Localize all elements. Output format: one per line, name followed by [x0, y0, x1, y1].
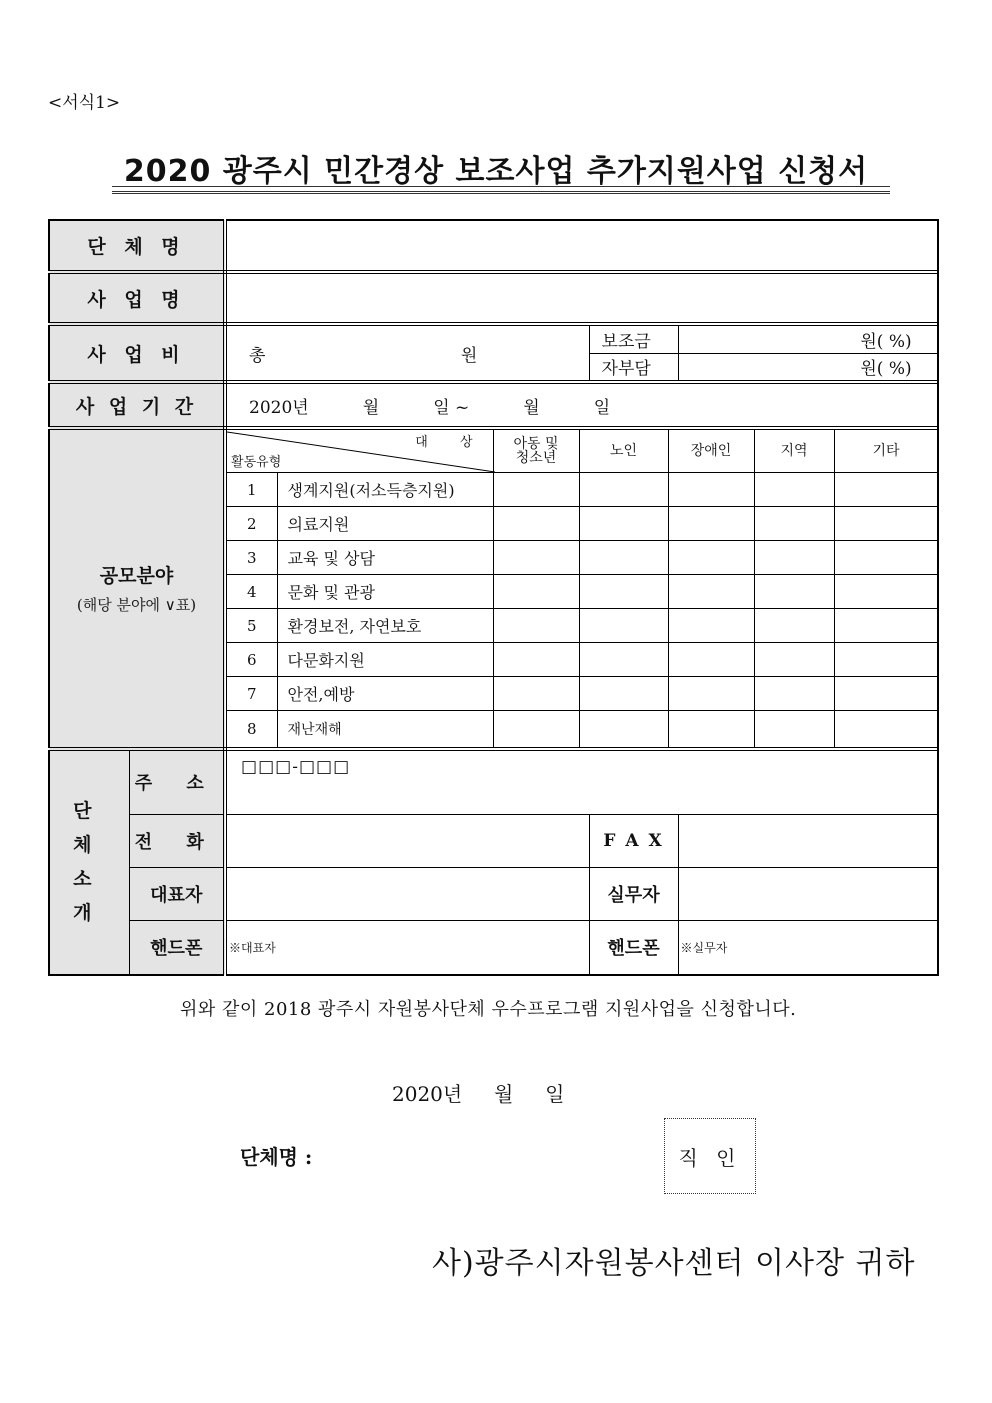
activity-no: 1	[225, 473, 277, 507]
phone-label: 전 화	[129, 815, 225, 868]
check-cell[interactable]	[579, 711, 668, 749]
check-cell[interactable]	[754, 643, 834, 677]
activity-name: 문화 및 관광	[277, 575, 493, 609]
address-label: 주 소	[129, 749, 225, 815]
check-cell[interactable]	[493, 575, 579, 609]
application-date: 2020년 월 일	[392, 1082, 565, 1106]
diag-activity-label: 활동유형	[231, 455, 282, 470]
declaration-text: 위와 같이 2018 광주시 자원봉사단체 우수프로그램 지원사업을 신청합니다.	[180, 999, 797, 1020]
project-name-label: 사 업 명	[49, 272, 225, 324]
activity-no: 8	[225, 711, 277, 749]
activity-no: 4	[225, 575, 277, 609]
intro-label-cell	[49, 749, 129, 975]
check-cell[interactable]	[754, 473, 834, 507]
self-funding-field[interactable]: 원( %)	[678, 353, 938, 382]
application-form-table	[48, 219, 939, 976]
field-label: 공모분야	[99, 565, 174, 588]
check-cell[interactable]	[668, 643, 754, 677]
activity-name: 의료지원	[277, 507, 493, 541]
budget-label: 사 업 비	[49, 324, 225, 382]
activity-name: 환경보전, 자연보호	[277, 609, 493, 643]
phone-field[interactable]	[225, 815, 589, 868]
subsidy-field[interactable]: 원( %)	[678, 324, 938, 353]
check-cell[interactable]	[579, 643, 668, 677]
target-header-disabled: 장애인	[668, 428, 754, 473]
check-cell[interactable]	[754, 575, 834, 609]
check-cell[interactable]	[493, 473, 579, 507]
activity-name: 생계지원(저소득층지원)	[277, 473, 493, 507]
check-cell[interactable]	[579, 575, 668, 609]
staff-mobile-field[interactable]: ※실무자	[678, 921, 938, 975]
form-number: <서식1>	[48, 93, 121, 113]
check-cell[interactable]	[579, 541, 668, 575]
activity-name: 교육 및 상담	[277, 541, 493, 575]
org-signature-label: 단체명 :	[240, 1145, 313, 1169]
check-cell[interactable]	[668, 575, 754, 609]
org-name-label: 단 체 명	[49, 220, 225, 272]
activity-no: 6	[225, 643, 277, 677]
check-cell[interactable]	[834, 677, 938, 711]
check-cell[interactable]	[493, 711, 579, 749]
period-field[interactable]: 2020년 월 일 ~ 월 일	[225, 382, 938, 428]
check-cell[interactable]	[493, 643, 579, 677]
target-header-region: 지역	[754, 428, 834, 473]
activity-no: 7	[225, 677, 277, 711]
page-title: 2020 광주시 민간경상 보조사업 추가지원사업 신청서	[123, 154, 869, 189]
activity-name: 재난재해	[277, 711, 493, 749]
budget-total-field[interactable]	[225, 324, 589, 382]
field-note: (해당 분야에 ∨표)	[76, 596, 197, 615]
title-underline-secondary	[112, 193, 890, 194]
check-cell[interactable]	[493, 507, 579, 541]
check-cell[interactable]	[834, 711, 938, 749]
check-cell[interactable]	[579, 677, 668, 711]
check-cell[interactable]	[754, 711, 834, 749]
check-cell[interactable]	[834, 609, 938, 643]
check-cell[interactable]	[834, 473, 938, 507]
addressee: 사)광주시자원봉사센터 이사장 귀하	[432, 1246, 916, 1281]
address-field[interactable]: □□□-□□□	[225, 749, 938, 815]
target-header-youth: 아동 및 청소년	[493, 428, 579, 473]
check-cell[interactable]	[579, 473, 668, 507]
subsidy-label: 보조금	[589, 324, 678, 353]
staff-field[interactable]	[678, 868, 938, 921]
org-name-field[interactable]	[225, 220, 938, 272]
target-header-elderly: 노인	[579, 428, 668, 473]
check-cell[interactable]	[834, 575, 938, 609]
check-cell[interactable]	[668, 677, 754, 711]
fax-field[interactable]	[678, 815, 938, 868]
check-cell[interactable]	[579, 609, 668, 643]
check-cell[interactable]	[754, 677, 834, 711]
check-cell[interactable]	[493, 541, 579, 575]
check-cell[interactable]	[668, 711, 754, 749]
rep-mobile-field[interactable]: ※대표자	[225, 921, 589, 975]
activity-no: 3	[225, 541, 277, 575]
title-underline	[112, 186, 890, 192]
check-cell[interactable]	[668, 609, 754, 643]
activity-no: 5	[225, 609, 277, 643]
project-name-field[interactable]	[225, 272, 938, 324]
check-cell[interactable]	[754, 609, 834, 643]
official-seal-box: 직 인	[664, 1118, 756, 1194]
rep-mobile-label: 핸드폰	[129, 921, 225, 975]
staff-mobile-label: 핸드폰	[589, 921, 678, 975]
field-label-cell	[49, 428, 225, 749]
rep-field[interactable]	[225, 868, 589, 921]
check-cell[interactable]	[754, 507, 834, 541]
check-cell[interactable]	[579, 507, 668, 541]
check-cell[interactable]	[668, 541, 754, 575]
check-cell[interactable]	[668, 507, 754, 541]
check-cell[interactable]	[834, 507, 938, 541]
diagonal-header	[225, 428, 493, 473]
activity-name: 안전,예방	[277, 677, 493, 711]
fax-label: F A X	[589, 815, 678, 868]
rep-label: 대표자	[129, 868, 225, 921]
intro-label-line1: 단 체	[73, 800, 106, 856]
check-cell[interactable]	[668, 473, 754, 507]
period-label: 사 업 기 간	[49, 382, 225, 428]
check-cell[interactable]	[493, 677, 579, 711]
activity-no: 2	[225, 507, 277, 541]
diag-target-label: 대 상	[415, 435, 487, 450]
check-cell[interactable]	[493, 609, 579, 643]
check-cell[interactable]	[754, 541, 834, 575]
self-funding-label: 자부담	[589, 353, 678, 382]
staff-label: 실무자	[589, 868, 678, 921]
target-header-other: 기타	[834, 428, 938, 473]
intro-label-line2: 소 개	[73, 868, 106, 924]
activity-name: 다문화지원	[277, 643, 493, 677]
check-cell[interactable]	[834, 541, 938, 575]
budget-total-label: 총	[249, 345, 266, 366]
check-cell[interactable]	[834, 643, 938, 677]
budget-won-label: 원	[460, 345, 478, 366]
